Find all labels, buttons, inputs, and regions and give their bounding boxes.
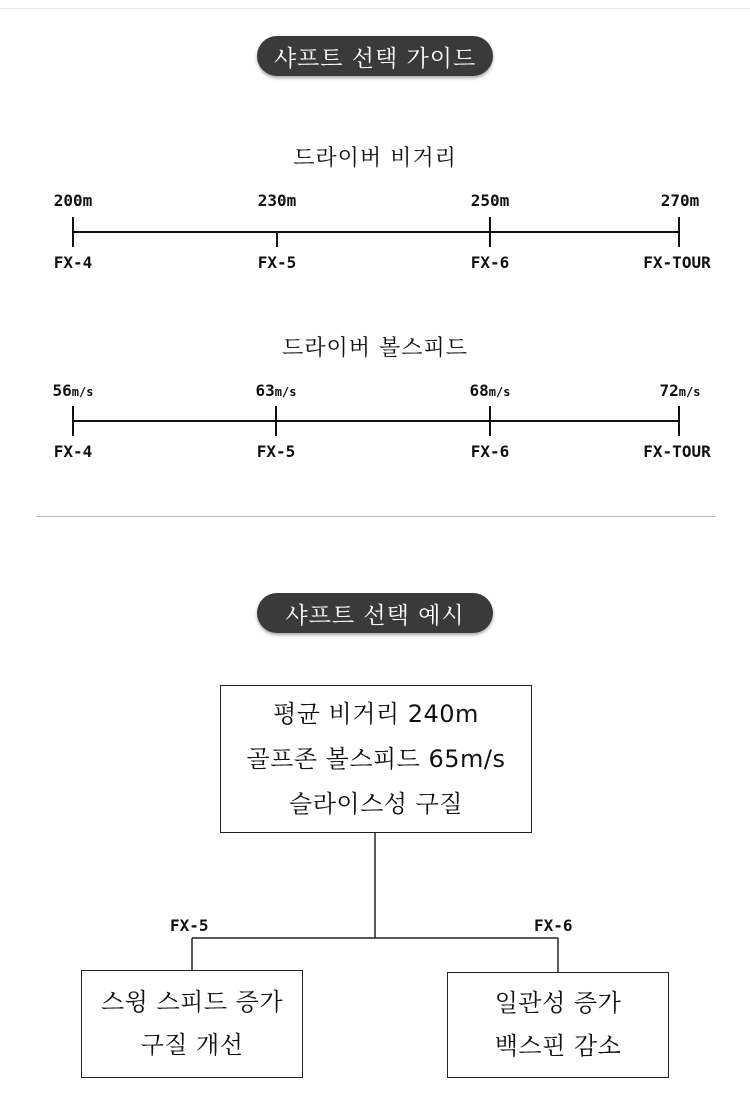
guide-title: 샤프트 선택 가이드 — [273, 45, 477, 72]
fx6-result-line-2: 백스핀 감소 — [494, 1032, 622, 1060]
example-title: 샤프트 선택 예시 — [285, 602, 465, 629]
fx6-result-box — [447, 972, 669, 1078]
speed-value-2-number: 63 — [255, 381, 275, 400]
condition-line-1: 평균 비거리 240m — [273, 699, 479, 728]
fx5-result-line-1: 스윙 스피드 증가 — [100, 988, 284, 1016]
speed-model-2: FX-5 — [256, 442, 296, 461]
speed-model-4: FX-TOUR — [643, 442, 711, 461]
distance-model-1: FX-4 — [53, 253, 93, 272]
distance-value-3: 250m — [470, 191, 510, 210]
right-branch-label: FX-6 — [534, 916, 573, 935]
speed-value-2-unit: m/s — [274, 385, 297, 399]
speed-value-3-number: 68 — [469, 381, 489, 400]
speed-value-1-number: 56 — [52, 381, 72, 400]
distance-model-4: FX-TOUR — [643, 253, 711, 272]
speed-value-1-unit: m/s — [71, 385, 94, 399]
distance-model-3: FX-6 — [470, 253, 510, 272]
distance-scale-title: 드라이버 비거리 — [293, 146, 457, 171]
speed-value-4-unit: m/s — [678, 385, 701, 399]
distance-value-4: 270m — [660, 191, 700, 210]
distance-value-1: 200m — [53, 191, 93, 210]
distance-value-2: 230m — [257, 191, 297, 210]
fx6-result-line-1: 일관성 증가 — [494, 989, 622, 1017]
speed-value-3-unit: m/s — [488, 385, 511, 399]
speed-model-1: FX-4 — [53, 442, 93, 461]
left-branch-label: FX-5 — [170, 916, 209, 935]
fx5-result-line-2: 구질 개선 — [140, 1031, 244, 1059]
condition-line-2: 골프존 볼스피드 65m/s — [246, 744, 506, 773]
speed-scale-title: 드라이버 볼스피드 — [281, 336, 468, 361]
speed-value-4-number: 72 — [659, 381, 679, 400]
speed-model-3: FX-6 — [470, 442, 510, 461]
fx5-result-box — [81, 970, 303, 1078]
condition-line-3: 슬라이스성 구질 — [289, 789, 463, 818]
example-condition-box — [220, 685, 532, 833]
distance-model-2: FX-5 — [257, 253, 297, 272]
